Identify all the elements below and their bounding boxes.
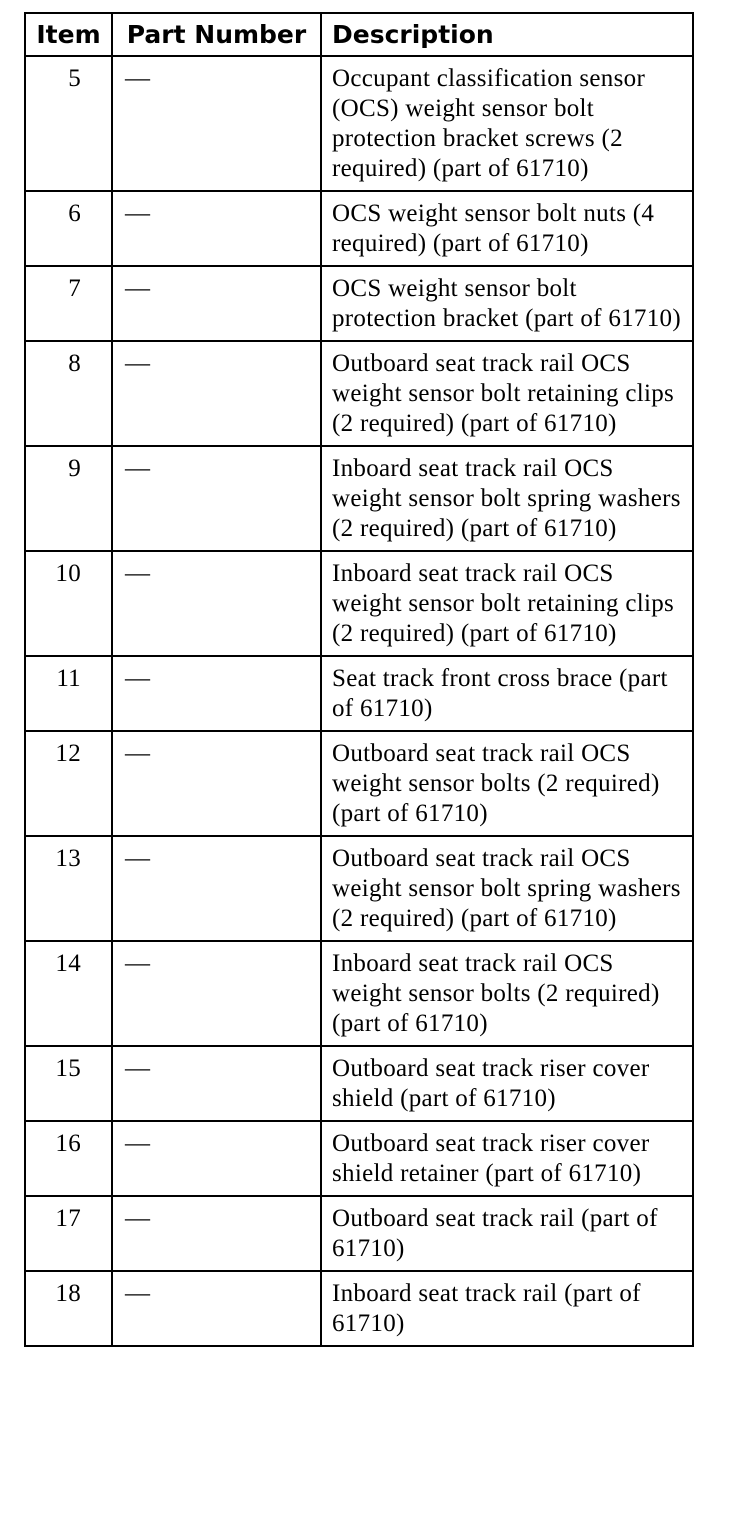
column-header-item: Item — [25, 13, 112, 56]
part-number-cell: — — [112, 1196, 321, 1271]
part-number-cell: — — [112, 266, 321, 341]
description-cell: Outboard seat track rail OCS weight sensor bolt retaining clips (2 required) (part of 61710) — [321, 341, 693, 446]
table-row — [25, 56, 693, 191]
description-cell: Inboard seat track rail OCS weight sensor bolt retaining clips (2 required) (part of 61710) — [321, 551, 693, 656]
table-row — [25, 1271, 693, 1346]
item-number-cell: 12 — [25, 731, 112, 836]
description-cell: Inboard seat track rail OCS weight sensor bolt spring washers (2 required) (part of 61710) — [321, 446, 693, 551]
item-number-cell: 5 — [25, 56, 112, 191]
item-number-cell: 13 — [25, 836, 112, 941]
description-cell: Seat track front cross brace (part of 61710) — [321, 656, 693, 731]
part-number-cell: — — [112, 341, 321, 446]
description-cell: Inboard seat track rail OCS weight sensor bolts (2 required) (part of 61710) — [321, 941, 693, 1046]
table-body — [25, 56, 693, 1346]
item-number-cell: 18 — [25, 1271, 112, 1346]
part-number-cell: — — [112, 191, 321, 266]
description-cell: OCS weight sensor bolt protection bracket (part of 61710) — [321, 266, 693, 341]
table-row — [25, 446, 693, 551]
item-number-cell: 17 — [25, 1196, 112, 1271]
item-number-cell: 8 — [25, 341, 112, 446]
item-number-cell: 6 — [25, 191, 112, 266]
table-row — [25, 341, 693, 446]
item-number-cell: 9 — [25, 446, 112, 551]
column-header-description: Description — [321, 13, 693, 56]
description-cell: Outboard seat track rail OCS weight sensor bolts (2 required) (part of 61710) — [321, 731, 693, 836]
table-row — [25, 656, 693, 731]
part-number-cell: — — [112, 551, 321, 656]
table-row — [25, 191, 693, 266]
description-cell: Outboard seat track rail OCS weight sensor bolt spring washers (2 required) (part of 61710) — [321, 836, 693, 941]
part-number-cell: — — [112, 446, 321, 551]
part-number-cell: — — [112, 656, 321, 731]
part-number-cell: — — [112, 836, 321, 941]
item-number-cell: 15 — [25, 1046, 112, 1121]
description-cell: OCS weight sensor bolt nuts (4 required) (part of 61710) — [321, 191, 693, 266]
part-number-cell: — — [112, 1121, 321, 1196]
table-row — [25, 731, 693, 836]
table-row — [25, 551, 693, 656]
table-row — [25, 836, 693, 941]
item-number-cell: 11 — [25, 656, 112, 731]
part-number-cell: — — [112, 731, 321, 836]
part-number-cell: — — [112, 1046, 321, 1121]
parts-table — [24, 12, 694, 1347]
table-row — [25, 1121, 693, 1196]
description-cell: Occupant classification sensor (OCS) weight sensor bolt protection bracket screws (2 required) (part of 61710) — [321, 56, 693, 191]
description-cell: Outboard seat track riser cover shield retainer (part of 61710) — [321, 1121, 693, 1196]
item-number-cell: 16 — [25, 1121, 112, 1196]
table-row — [25, 1046, 693, 1121]
table-header — [25, 13, 693, 56]
item-number-cell: 7 — [25, 266, 112, 341]
description-cell: Inboard seat track rail (part of 61710) — [321, 1271, 693, 1346]
item-number-cell: 10 — [25, 551, 112, 656]
part-number-cell: — — [112, 56, 321, 191]
item-number-cell: 14 — [25, 941, 112, 1046]
table-row — [25, 941, 693, 1046]
table-row — [25, 266, 693, 341]
description-cell: Outboard seat track riser cover shield (part of 61710) — [321, 1046, 693, 1121]
part-number-cell: — — [112, 1271, 321, 1346]
table-row — [25, 1196, 693, 1271]
header-row — [25, 13, 693, 56]
part-number-cell: — — [112, 941, 321, 1046]
description-cell: Outboard seat track rail (part of 61710) — [321, 1196, 693, 1271]
column-header-part-number: Part Number — [112, 13, 321, 56]
